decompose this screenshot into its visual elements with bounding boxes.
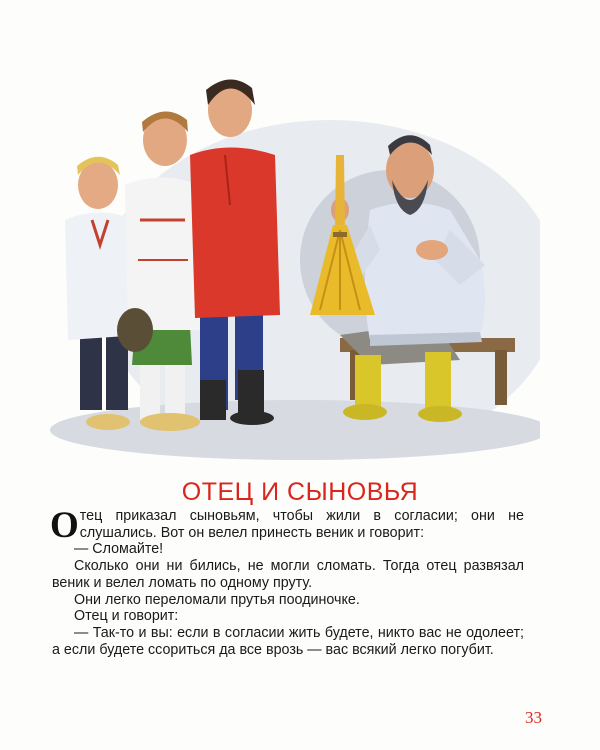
drop-cap: О xyxy=(50,505,79,546)
story-paragraph-1 xyxy=(50,505,524,546)
illustration-father-and-sons xyxy=(40,60,540,460)
story-text xyxy=(50,505,524,658)
story-title: ОТЕЦ И СЫНОВЬЯ xyxy=(181,478,419,506)
page-number: 33 xyxy=(525,708,542,727)
story-paragraph-3: Сколько они ни бились, не могли сломать. Тогда отец развязал веник и велел ломать по одному пруту. xyxy=(52,558,524,591)
story-paragraph-4: Они легко переломали прутья поодиночке. xyxy=(74,591,360,608)
story-paragraph-5: Отец и говорит: xyxy=(74,608,179,625)
story-paragraph-2: — Сломайте! xyxy=(74,541,164,558)
story-paragraph-6: — Так-то и вы: если в согласии жить будете, никто вас не одолеет; а если будете ссориться да все врозь — вас всякий легко погубит. xyxy=(52,624,524,658)
paragraph-1-text: тец приказал сыновьям, чтобы жили в согласии; они не слушались. Вот он велел принесть веник и говорит: xyxy=(79,508,524,541)
